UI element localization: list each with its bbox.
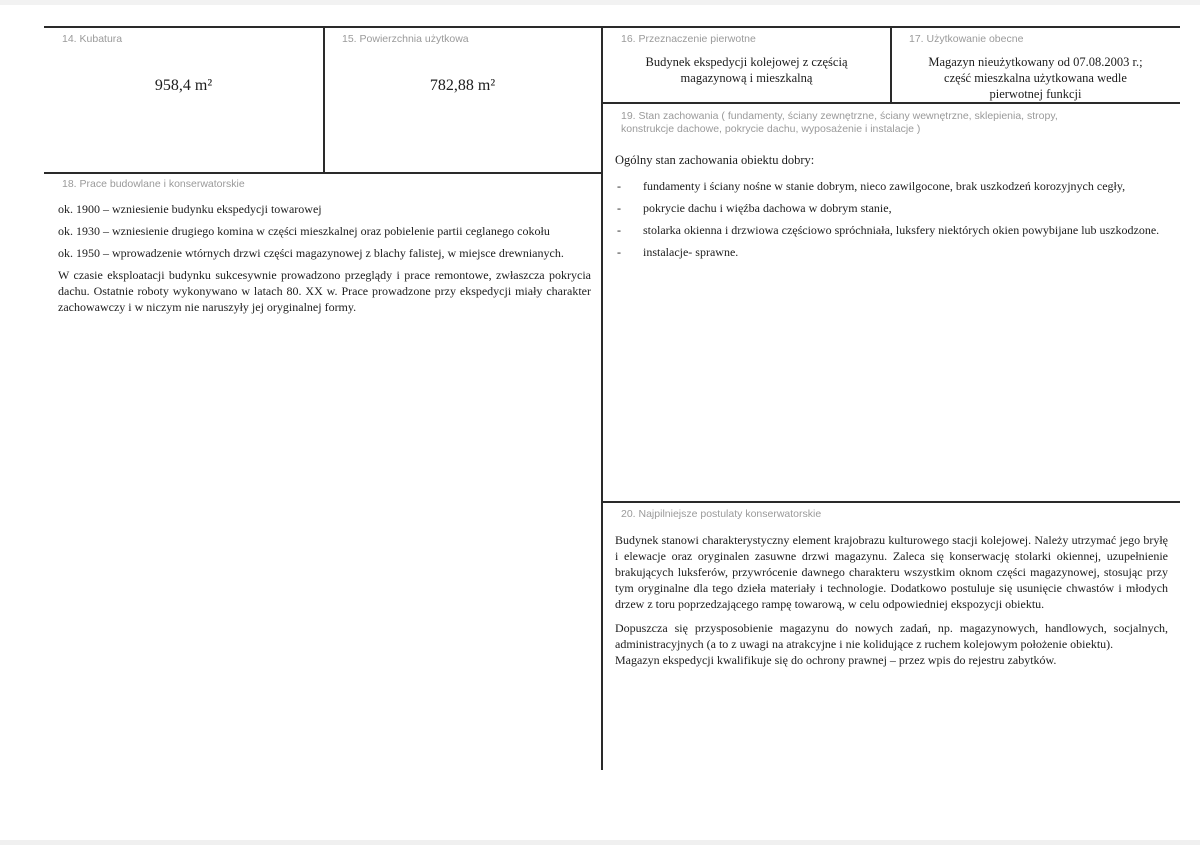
stan-item-text: fundamenty i ściany nośne w stanie dobrym, nieco zawilgocone, brak uszkodzeń korozyjnych cegły, [643,179,1126,193]
powierzchnia-cell [324,27,601,172]
uzytkowanie-cell [891,27,1180,102]
dash-icon: - [617,223,621,237]
scan-edge-top [0,0,1200,5]
kubatura-value: 958,4 m² [154,77,213,94]
stan-item [615,244,1170,260]
uzytkowanie-value [897,54,1174,102]
stan-item [615,200,1170,216]
przeznaczenie-cell [603,27,890,102]
stan-item [615,178,1170,194]
postulaty-paragraph-1: Budynek stanowi charakterystyczny element krajobrazu kulturowego stacji kolejowej. Należy utrzymać jego bryłę i elewacje oraz oryginalen zasuwne drzwi magazynu. Zaleca się konserwację stolarki okiennej, uzupełnienie brakujących luksferów, przywrócenie dawnego charakteru wszystkim oknom części magazynowej, stosując przy tym oryginalne dla tego dzieła materiały i technologie. Dodatkowo postuluje się usunięcie chwastów i młodych drzew z toru poprzedzającego rampę towarową, w celu odpowiedniej ekspozycji obiektu. [615,533,1168,611]
stan-label-line2: konstrukcje dachowe, pokrycie dachu, wyposażenie i instalacje ) [621,123,921,135]
powierzchnia-label: 15. Powierzchnia użytkowa [342,33,469,45]
przeznaczenie-label: 16. Przeznaczenie pierwotne [621,33,756,45]
stan-label-line1: 19. Stan zachowania ( fundamenty, ściany zewnętrzne, ściany wewnętrzne, sklepienia, stropy, [621,110,1058,122]
prace-entry: ok. 1930 – wzniesienie drugiego komina w części mieszkalnej oraz pobielenie partii ceglanego cokołu [58,224,550,238]
scan-edge-bottom [0,840,1200,845]
stan-label [621,110,1058,136]
stan-item-text: pokrycie dachu i więźba dachowa w dobrym stanie, [643,201,892,215]
stan-cell [603,104,1180,501]
postulaty-paragraph-3: Magazyn ekspedycji kwalifikuje się do ochrony prawnej – przez wpis do rejestru zabytków. [615,653,1057,667]
postulaty-body [615,532,1168,668]
przeznaczenie-value: Budynek ekspedycji kolejowej z częścią magazynową i mieszkalną [645,55,848,85]
stan-intro: Ogólny stan zachowania obiektu dobry: [615,153,815,167]
stan-item-text: instalacje- sprawne. [643,245,739,259]
prace-paragraph: W czasie eksploatacji budynku sukcesywnie prowadzono przeglądy i prace remontowe, zwłaszcza pokrycia dachu. Ostatnie roboty wykonywano w latach 80. XX w. Prace prowadzone przy ekspedycji miały charakter zachowawczy i w niczym nie naruszyły jej oryginalnej formy. [58,268,591,314]
uzytkowanie-line3: pierwotnej funkcji [989,87,1082,101]
prace-entry: ok. 1950 – wprowadzenie wtórnych drzwi części magazynowej z blachy falistej, w miejsce drewnianych. [58,246,564,260]
prace-entry: ok. 1900 – wzniesienie budynku ekspedycji towarowej [58,202,322,216]
kubatura-cell [44,27,323,172]
dash-icon: - [617,245,621,259]
uzytkowanie-label: 17. Użytkowanie obecne [909,33,1024,45]
prace-body [58,201,591,315]
kubatura-label: 14. Kubatura [62,33,123,45]
uzytkowanie-line3-wrap [897,86,1174,102]
postulaty-paragraph-2: Dopuszcza się przysposobienie magazynu do nowych zadań, np. magazynowych, handlowych, socjalnych, administracyjnych (a to z uwagi na atrakcyjne i nie kolidujące z ruchem kolejowym położenie obiektu). [615,621,1168,651]
stan-item [615,222,1170,238]
stan-item-text: stolarka okienna i drzwiowa częściowo spróchniała, luksfery niektórych okien powybijane lub uszkodzone. [643,223,1160,237]
uzytkowanie-line1: Magazyn nieużytkowany od 07.08.2003 r.; [928,55,1143,69]
postulaty-cell [603,503,1180,770]
stan-body [615,152,1170,266]
postulaty-label: 20. Najpilniejsze postulaty konserwatorskie [621,508,822,520]
dash-icon: - [617,179,621,193]
uzytkowanie-line2: część mieszkalna użytkowana wedle [944,71,1127,85]
prace-cell [44,174,601,770]
dash-icon: - [617,201,621,215]
powierzchnia-value: 782,88 m² [429,77,496,94]
prace-label: 18. Prace budowlane i konserwatorskie [62,178,245,190]
